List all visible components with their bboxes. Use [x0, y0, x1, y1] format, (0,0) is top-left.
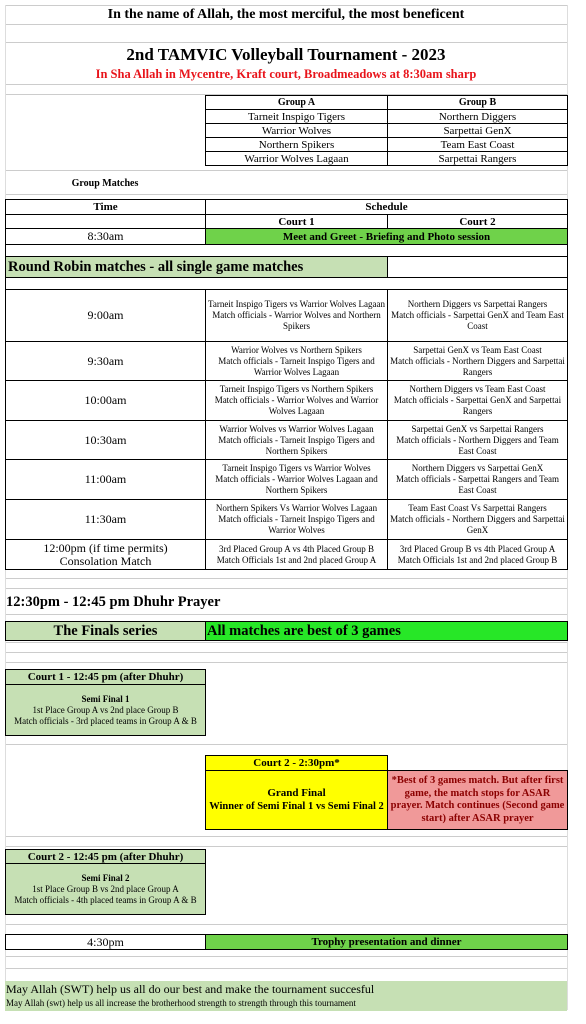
match-teams: Northern Diggers vs Sarpettai Rangers: [407, 299, 548, 309]
venue-subtitle: In Sha Allah in Mycentre, Kraft court, Broadmeadows at 8:30am sharp: [95, 67, 477, 81]
dhuhr-prayer-heading: 12:30pm - 12:45 pm Dhuhr Prayer: [6, 594, 221, 610]
match-time: 9:30am: [5, 341, 206, 381]
group-b-team: Team East Coast: [387, 137, 568, 152]
group-a-team: Warrior Wolves Lagaan: [205, 151, 388, 166]
sf2-teams: 1st Place Group B vs 2nd place Group A: [32, 883, 179, 894]
court2-match: [387, 459, 568, 500]
round-robin-title: Round Robin matches - all single game matches: [5, 256, 388, 278]
finals-note: All matches are best of 3 games: [205, 621, 568, 641]
group-a-team: Northern Spikers: [205, 137, 388, 152]
group-a-team: Warrior Wolves: [205, 123, 388, 138]
sf1-header: Court 1 - 12:45 pm (after Dhuhr): [5, 669, 206, 685]
sf2-header: Court 2 - 12:45 pm (after Dhuhr): [5, 849, 206, 864]
match-officials: Match officials - Northern Diggers and Sarpettai GenX: [390, 514, 565, 535]
match-teams: Tarneit Inspigo Tigers vs Warrior Wolves: [222, 463, 371, 473]
group-b-team: Sarpettai GenX: [387, 123, 568, 138]
match-officials: Match officials - Warrior Wolves Lagaan and Northern Spikers: [215, 474, 378, 495]
court2-match: [387, 341, 568, 381]
match-time: 9:00am: [5, 289, 206, 342]
footer-line-2: May Allah (swt) help us all increase the brotherhood strength to strength through this tournament: [6, 998, 356, 1008]
match-time: 10:00am: [5, 380, 206, 421]
match-time: 10:30am: [5, 420, 206, 460]
match-time: 11:00am: [5, 459, 206, 500]
sf1-officials: Match officials - 3rd placed teams in Group A & B: [14, 715, 197, 726]
match-officials: Match officials - Northern Diggers and Team East Coast: [396, 434, 559, 456]
match-officials: Match officials - Sarpettai GenX and Sarpettai Rangers: [393, 395, 562, 416]
match-officials: Match Officials 1st and 2nd placed Group A: [216, 554, 377, 565]
match-teams: 3rd Placed Group B vs 4th Placed Group A: [399, 543, 556, 554]
court2-consolation: [387, 539, 568, 570]
court2-header: Court 2: [387, 214, 568, 229]
sf1-card: [5, 684, 206, 736]
match-officials: Match officials - Sarpettai GenX and Team East Coast: [391, 310, 564, 331]
group-b-header: Group B: [387, 95, 568, 110]
gf-title: Grand Final: [267, 787, 326, 799]
group-b-team: Sarpettai Rangers: [387, 151, 568, 166]
group-matches-label: Group Matches: [71, 178, 139, 189]
meet-greet-banner: Meet and Greet - Briefing and Photo session: [205, 228, 568, 245]
match-teams: Warrior Wolves vs Northern Spikers: [231, 344, 362, 355]
footer-line-1: May Allah (SWT) help us all do our best and make the tournament succesful: [6, 982, 375, 996]
match-officials: Match officials - Warrior Wolves and Northern Spikers: [212, 310, 381, 331]
match-teams: Team East Coast Vs Sarpettai Rangers: [408, 503, 547, 513]
page-title: 2nd TAMVIC Volleyball Tournament - 2023: [126, 45, 446, 64]
match-teams: Northern Diggers vs Team East Coast: [409, 384, 546, 394]
match-time: 11:30am: [5, 499, 206, 540]
group-a-team: Tarneit Inspigo Tigers: [205, 109, 388, 124]
sf2-card: [5, 863, 206, 915]
finals-title: The Finals series: [5, 621, 206, 641]
match-officials: Match officials - Tarneit Inspigo Tigers and Warrior Wolves Lagaan: [218, 355, 375, 377]
sf1-title: Semi Final 1: [81, 693, 130, 704]
consolation-time: [5, 539, 206, 570]
court1-consolation: [205, 539, 388, 570]
footer-banner: [5, 981, 567, 1011]
match-officials: Match officials - Warrior Wolves and Warrior Wolves Lagaan: [214, 395, 379, 416]
match-officials: Match officials - Sarpettai Rangers and Team East Coast: [396, 474, 559, 495]
trophy-banner: Trophy presentation and dinner: [205, 934, 568, 950]
schedule-header: Schedule: [205, 199, 568, 215]
court2-match: [387, 499, 568, 540]
match-teams: Sarpettai GenX vs Sarpettai Rangers: [411, 423, 544, 434]
match-officials: Match officials - Northern Diggers and Sarpettai Rangers: [390, 355, 565, 377]
match-teams: 3rd Placed Group A vs 4th Placed Group B: [219, 543, 374, 554]
court2-match: [387, 420, 568, 460]
consolation-label: Consolation Match: [59, 553, 152, 568]
group-b-team: Northern Diggers: [387, 109, 568, 124]
court1-header: Court 1: [205, 214, 388, 229]
court1-match: [205, 499, 388, 540]
gf-header: Court 2 - 2:30pm*: [205, 755, 388, 771]
court1-match: [205, 289, 388, 342]
court1-match: [205, 380, 388, 421]
court2-match: [387, 380, 568, 421]
gf-card: [205, 770, 388, 830]
match-officials: Match officials - Tarneit Inspigo Tigers and Warrior Wolves: [218, 514, 375, 535]
match-officials: Match Officials 1st and 2nd placed Group B: [397, 554, 558, 565]
trophy-time: 4:30pm: [5, 934, 206, 950]
gf-asar-note: *Best of 3 games match. But after first game, the match stops for ASAR prayer. Match continues (Second game start) after ASAR prayer: [387, 770, 568, 830]
consolation-time-line: 12:00pm (if time permits): [43, 540, 168, 555]
sf2-title: Semi Final 2: [81, 872, 130, 883]
time-subheader-empty: [5, 214, 206, 229]
match-teams: Northern Spikers Vs Warrior Wolves Lagaan: [215, 503, 378, 513]
court1-match: [205, 459, 388, 500]
court1-match: [205, 341, 388, 381]
bismillah-heading: In the name of Allah, the most merciful, the most beneficent: [107, 7, 465, 22]
group-a-header: Group A: [205, 95, 388, 110]
round-robin-court2-empty: [387, 256, 568, 278]
match-officials: Match officials - Tarneit Inspigo Tigers and Northern Spikers: [218, 434, 375, 456]
sf1-teams: 1st Place Group A vs 2nd place Group B: [32, 704, 179, 715]
gf-teams: Winner of Semi Final 1 vs Semi Final 2: [209, 801, 384, 812]
match-teams: Tarneit Inspigo Tigers vs Northern Spikers: [219, 384, 374, 394]
match-teams: Tarneit Inspigo Tigers vs Warrior Wolves Lagaan: [207, 299, 386, 309]
sf2-officials: Match officials - 4th placed teams in Group A & B: [14, 894, 197, 905]
match-teams: Warrior Wolves vs Warrior Wolves Lagaan: [219, 423, 374, 434]
time-header: Time: [5, 199, 206, 215]
court1-match: [205, 420, 388, 460]
match-teams: Sarpettai GenX vs Team East Coast: [413, 344, 542, 355]
court2-match: [387, 289, 568, 342]
meet-time: 8:30am: [5, 228, 206, 245]
match-teams: Northern Diggers vs Sarpettai GenX: [411, 463, 544, 473]
